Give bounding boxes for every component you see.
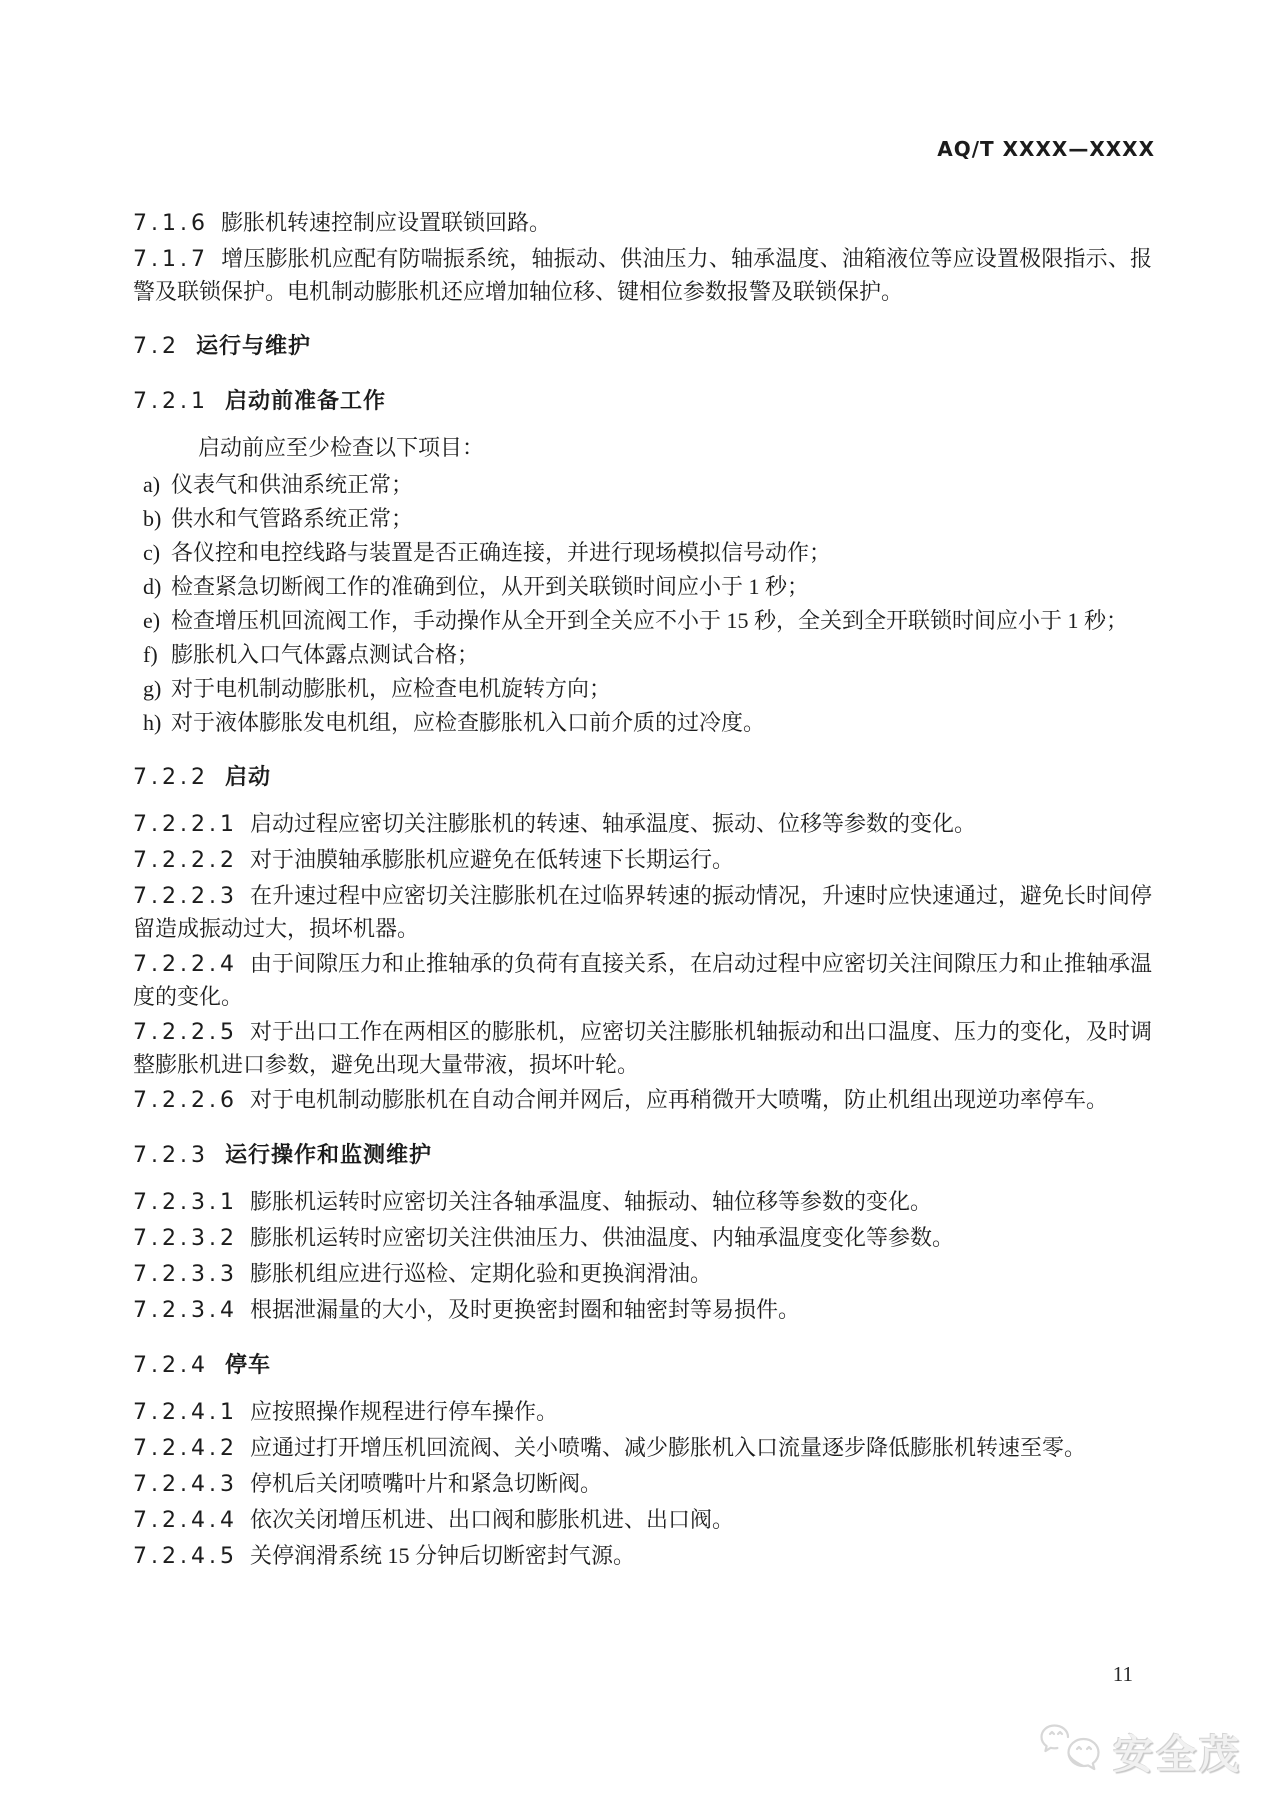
clause-number: 7.2.3.3 — [133, 1262, 238, 1287]
clause-7-2-4-2 — [133, 1432, 1152, 1465]
watermark-logo — [1039, 1723, 1242, 1780]
section-heading-7-2-2 — [133, 761, 1152, 794]
clause-text: 膨胀机运转时应密切关注各轴承温度、轴振动、轴位移等参数的变化。 — [249, 1189, 932, 1214]
clause-text: 依次关闭增压机进、出口阀和膨胀机进、出口阀。 — [249, 1507, 734, 1532]
clause-text: 膨胀机组应进行巡检、定期化验和更换润滑油。 — [249, 1261, 712, 1286]
clause-number: 7.1.7 — [133, 247, 209, 272]
clause-text: 停机后关闭喷嘴叶片和紧急切断阀。 — [249, 1471, 602, 1496]
document-body — [133, 204, 1152, 1576]
page-number: 11 — [1112, 1662, 1133, 1686]
section-heading-7-2-1 — [133, 385, 1152, 418]
clause-number: 7.2.2.6 — [133, 1088, 238, 1113]
heading-text: 停车 — [224, 1353, 271, 1378]
clause-7-2-4-3 — [133, 1468, 1152, 1501]
clause-text: 关停润滑系统 15 分钟后切断密封气源。 — [249, 1543, 635, 1568]
clause-text: 启动过程应密切关注膨胀机的转速、轴承温度、振动、位移等参数的变化。 — [249, 811, 976, 836]
clause-7-2-2-3 — [133, 880, 1152, 945]
list-item-text: 对于液体膨胀发电机组，应检查膨胀机入口前介质的过冷度。 — [171, 710, 766, 735]
list-item — [133, 570, 1152, 603]
clause-7-1-6 — [133, 207, 1152, 240]
clause-text: 增压膨胀机应配有防喘振系统，轴振动、供油压力、轴承温度、油箱液位等应设置极限指示、报警及联锁保护。电机制动膨胀机还应增加轴位移、键相位参数报警及联锁保护。 — [133, 246, 1152, 304]
list-item-text: 检查增压机回流阀工作，手动操作从全开到全关应不小于 15 秒，全关到全开联锁时间应小于 1 秒； — [171, 608, 1129, 633]
heading-number: 7.2.3 — [133, 1143, 209, 1168]
list-item-text: 各仪控和电控线路与装置是否正确连接，并进行现场模拟信号动作； — [171, 540, 832, 565]
clause-7-2-3-2 — [133, 1222, 1152, 1255]
list-item-text: 仪表气和供油系统正常； — [171, 472, 414, 497]
list-item-label: e) — [143, 608, 161, 633]
list-item — [133, 502, 1152, 535]
clause-text: 在升速过程中应密切关注膨胀机在过临界转速的振动情况，升速时应快速通过，避免长时间停留造成振动过大，损坏机器。 — [133, 883, 1152, 941]
clause-number: 7.1.6 — [133, 211, 209, 236]
clause-text: 根据泄漏量的大小，及时更换密封圈和轴密封等易损件。 — [249, 1297, 800, 1322]
heading-number: 7.2.2 — [133, 765, 209, 790]
clause-number: 7.2.4.3 — [133, 1472, 238, 1497]
clause-number: 7.2.3.4 — [133, 1298, 238, 1323]
clause-text: 对于电机制动膨胀机在自动合闸并网后，应再稍微开大喷嘴，防止机组出现逆功率停车。 — [249, 1087, 1108, 1112]
heading-number: 7.2.4 — [133, 1353, 209, 1378]
clause-text: 应通过打开增压机回流阀、关小喷嘴、减少膨胀机入口流量逐步降低膨胀机转速至零。 — [249, 1435, 1086, 1460]
section-heading-7-2-4 — [133, 1349, 1152, 1382]
clause-number: 7.2.4.1 — [133, 1400, 238, 1425]
clause-7-2-3-3 — [133, 1258, 1152, 1291]
clause-number: 7.2.4.2 — [133, 1436, 238, 1461]
clause-number: 7.2.3.1 — [133, 1190, 238, 1215]
list-item-label: f) — [143, 642, 158, 667]
list-intro-paragraph: 启动前应至少检查以下项目： — [198, 435, 485, 460]
clause-7-2-4-4 — [133, 1504, 1152, 1537]
wechat-bubbles-icon — [1039, 1723, 1103, 1780]
clause-7-2-4-1 — [133, 1396, 1152, 1429]
list-item-text: 对于电机制动膨胀机，应检查电机旋转方向； — [171, 676, 612, 701]
watermark-text: 安全茂 — [1113, 1732, 1242, 1778]
heading-text: 运行操作和监测维护 — [224, 1143, 432, 1168]
list-item-text: 供水和气管路系统正常； — [171, 506, 414, 531]
standard-number: AQ/T XXXX—XXXX — [937, 137, 1155, 161]
list-item-label: b) — [143, 506, 162, 531]
list-item-label: d) — [143, 574, 162, 599]
clause-7-2-3-1 — [133, 1186, 1152, 1219]
clause-text: 由于间隙压力和止推轴承的负荷有直接关系，在启动过程中应密切关注间隙压力和止推轴承温度的变化。 — [133, 951, 1152, 1009]
clause-number: 7.2.2.1 — [133, 812, 238, 837]
heading-text: 启动 — [224, 765, 271, 790]
list-item — [133, 672, 1152, 705]
heading-number: 7.2.1 — [133, 389, 209, 414]
list-item-text: 膨胀机入口气体露点测试合格； — [171, 642, 480, 667]
clause-7-1-7 — [133, 243, 1152, 308]
clause-number: 7.2.3.2 — [133, 1226, 238, 1251]
clause-number: 7.2.4.4 — [133, 1508, 238, 1533]
list-item-label: c) — [143, 540, 161, 565]
list-item — [133, 638, 1152, 671]
clause-7-2-2-1 — [133, 808, 1152, 841]
clause-number: 7.2.2.2 — [133, 848, 238, 873]
section-heading-7-2-3 — [133, 1139, 1152, 1172]
clause-number: 7.2.2.4 — [133, 952, 238, 977]
clause-text: 应按照操作规程进行停车操作。 — [249, 1399, 558, 1424]
heading-number: 7.2 — [133, 334, 180, 359]
section-heading-7-2 — [133, 330, 1152, 363]
heading-text: 启动前准备工作 — [224, 389, 386, 414]
list-item — [133, 468, 1152, 501]
clause-7-2-2-2 — [133, 844, 1152, 877]
checklist — [133, 468, 1152, 739]
clause-text: 膨胀机运转时应密切关注供油压力、供油温度、内轴承温度变化等参数。 — [249, 1225, 954, 1250]
clause-7-2-3-4 — [133, 1294, 1152, 1327]
list-item-text: 检查紧急切断阀工作的准确到位，从开到关联锁时间应小于 1 秒； — [171, 574, 810, 599]
clause-text: 对于油膜轴承膨胀机应避免在低转速下长期运行。 — [249, 847, 734, 872]
list-item-label: h) — [143, 710, 162, 735]
clause-number: 7.2.2.5 — [133, 1020, 238, 1045]
list-item-label: g) — [143, 676, 162, 701]
clause-7-2-2-4 — [133, 948, 1152, 1013]
list-item — [133, 604, 1152, 637]
clause-number: 7.2.4.5 — [133, 1544, 238, 1569]
clause-text: 对于出口工作在两相区的膨胀机，应密切关注膨胀机轴振动和出口温度、压力的变化，及时调整膨胀机进口参数，避免出现大量带液，损坏叶轮。 — [133, 1019, 1152, 1077]
heading-text: 运行与维护 — [196, 334, 312, 359]
clause-7-2-2-6 — [133, 1084, 1152, 1117]
clause-7-2-4-5 — [133, 1540, 1152, 1573]
list-item-label: a) — [143, 472, 161, 497]
list-item — [133, 536, 1152, 569]
running-header — [937, 137, 1155, 161]
list-item — [133, 706, 1152, 739]
clause-number: 7.2.2.3 — [133, 884, 238, 909]
clause-7-2-2-5 — [133, 1016, 1152, 1081]
clause-text: 膨胀机转速控制应设置联锁回路。 — [220, 210, 551, 235]
